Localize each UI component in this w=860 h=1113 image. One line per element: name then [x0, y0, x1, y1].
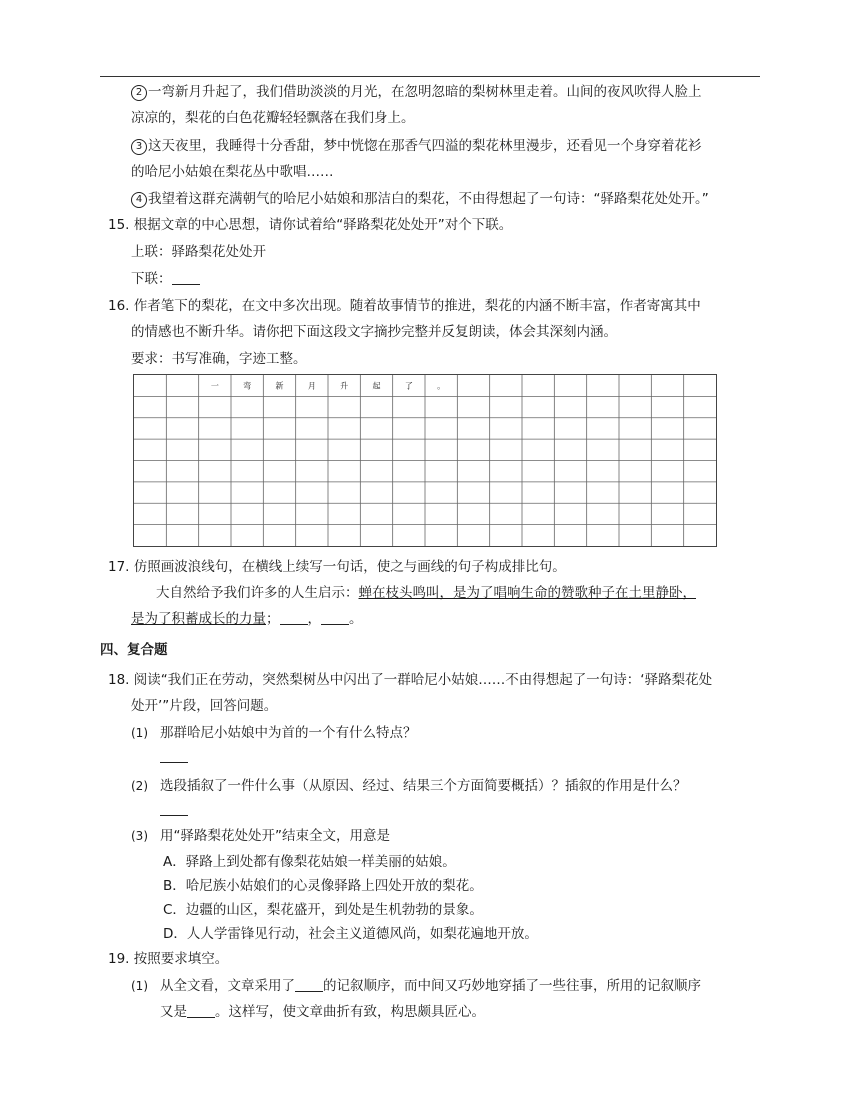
answer-blank[interactable] [187, 1003, 215, 1018]
grid-character: 新 [275, 381, 284, 391]
writing-grid[interactable] [133, 374, 717, 547]
grid-character: 。 [437, 381, 446, 391]
q17-line2 [131, 609, 363, 629]
option-b[interactable]: B．哈尼族小姑娘们的心灵像驿路上四处开放的梨花。 [163, 878, 483, 894]
passage-para-3-line1 [131, 136, 702, 156]
answer-blank[interactable] [321, 610, 349, 625]
q18-sub1-number: (1) [131, 726, 148, 740]
q17-period: 。 [349, 611, 363, 627]
question-number: 18. [108, 672, 130, 688]
q18-sub2-text: 选段插叙了一件什么事（从原因、经过、结果三个方面简要概括）？插叙的作用是什么？ [160, 778, 687, 794]
passage-para-2-line1 [131, 82, 702, 102]
circled-number: 4 [131, 192, 147, 208]
q17-intro: 大自然给予我们许多的人生启示： [156, 585, 359, 601]
grid-character: 月 [307, 381, 316, 391]
passage-para-2-line2: 凉凉的，梨花的白色花瓣轻轻飘落在我们身上。 [131, 110, 415, 126]
question-text: 根据文章的中心思想，请你试着给“驿路梨花处处开”对个下联。 [133, 217, 513, 233]
question-18-line2: 处开’”片段，回答问题。 [131, 698, 278, 714]
answer-blank[interactable] [295, 977, 323, 992]
q19-sub1-line1 [160, 976, 701, 996]
grid-character: 弯 [243, 381, 252, 391]
answer-blank[interactable] [160, 748, 188, 763]
q18-sub1-text: 那群哈尼小姑娘中为首的一个有什么特点？ [160, 725, 417, 741]
q19-sub1-number: (1) [131, 979, 148, 993]
question-19 [108, 949, 228, 969]
q19-sub1-line2 [160, 1002, 485, 1022]
question-number: 19. [108, 951, 130, 967]
q18-sub2-number: (2) [131, 779, 148, 793]
circled-number: 2 [131, 85, 147, 101]
q17-wavy-sentence-cont: 是为了积蓄成长的力量 [131, 611, 266, 627]
question-text: 作者笔下的梨花，在文中多次出现。随着故事情节的推进，梨花的内涵不断丰富，作者寄寓其中 [133, 298, 701, 314]
answer-blank[interactable] [280, 610, 308, 625]
q15-xialian [131, 269, 200, 289]
q17-wavy-sentence: 蝉在枝头鸣叫，是为了唱响生命的赞歌种子在土里静卧， [358, 585, 696, 601]
q19-text-b: 的记叙顺序，而中间又巧妙地穿插了一些往事，所用的记叙顺序 [323, 978, 701, 994]
question-number: 15. [108, 217, 130, 233]
q19-text-a: 从全文看，文章采用了 [160, 978, 295, 994]
grid-character: 起 [372, 381, 381, 391]
question-text: 仿照画波浪线句，在横线上续写一句话，使之与画线的句子构成排比句。 [133, 559, 566, 575]
question-text: 按照要求填空。 [133, 951, 229, 967]
passage-text: 这天夜里，我睡得十分香甜，梦中恍惚在那香气四溢的梨花林里漫步，还看见一个身穿着花衫 [148, 138, 702, 154]
question-17 [108, 557, 566, 577]
q17-comma: ， [307, 611, 321, 627]
passage-text: 我望着这群充满朝气的哈尼小姑娘和那洁白的梨花，不由得想起了一句诗：“驿路梨花处处开。” [148, 191, 709, 207]
passage-text: 一弯新月升起了，我们借助淡淡的月光，在忽明忽暗的梨树林里走着。山间的夜风吹得人脸上 [148, 84, 702, 100]
question-text: 阅读“我们正在劳动，突然梨树丛中闪出了一群哈尼小姑娘……不由得想起了一句诗：‘驿路梨花处 [133, 672, 713, 688]
header-rule [100, 76, 760, 77]
option-d[interactable]: D．人人学雷锋见行动，社会主义道德风尚，如梨花遍地开放。 [163, 926, 538, 942]
q16-requirement: 要求：书写准确，字迹工整。 [131, 351, 307, 367]
q18-sub2-answer [160, 800, 188, 820]
q18-sub1-answer [160, 747, 188, 767]
xialian-label: 下联： [131, 271, 172, 287]
passage-para-3-line2: 的哈尼小姑娘在梨花丛中歌唱…… [131, 164, 334, 180]
answer-blank[interactable] [160, 801, 188, 816]
q19-text-d: 。这样写，使文章曲折有致，构思颇具匠心。 [215, 1004, 485, 1020]
question-16-line2: 的情感也不断升华。请你把下面这段文字摘抄完整并反复朗读，体会其深刻内涵。 [131, 324, 617, 340]
question-18 [108, 670, 712, 690]
grid-character: 一 [210, 381, 219, 391]
answer-blank[interactable] [172, 270, 200, 285]
option-c[interactable]: C．边疆的山区，梨花盛开，到处是生机勃勃的景象。 [163, 902, 483, 918]
section-4-title: 四、复合题 [100, 642, 168, 658]
option-a[interactable]: A．驿路上到处都有像梨花姑娘一样美丽的姑娘。 [163, 854, 456, 870]
grid-character: 升 [340, 381, 349, 391]
q17-line1 [156, 583, 696, 603]
q18-sub3-number: (3) [131, 829, 148, 843]
question-number: 16. [108, 298, 130, 314]
question-number: 17. [108, 559, 130, 575]
question-15 [108, 215, 512, 235]
grid-character: 了 [404, 381, 413, 391]
q15-shanglian: 上联：驿路梨花处处开 [131, 244, 266, 260]
circled-number: 3 [131, 139, 147, 155]
question-16 [108, 296, 701, 316]
q18-sub3-text: 用“驿路梨花处处开”结束全文，用意是 [160, 828, 390, 844]
passage-para-4-line1 [131, 189, 709, 209]
q19-text-c: 又是 [160, 1004, 187, 1020]
q17-semicolon: ； [266, 611, 280, 627]
writing-grid-lines [134, 375, 716, 546]
